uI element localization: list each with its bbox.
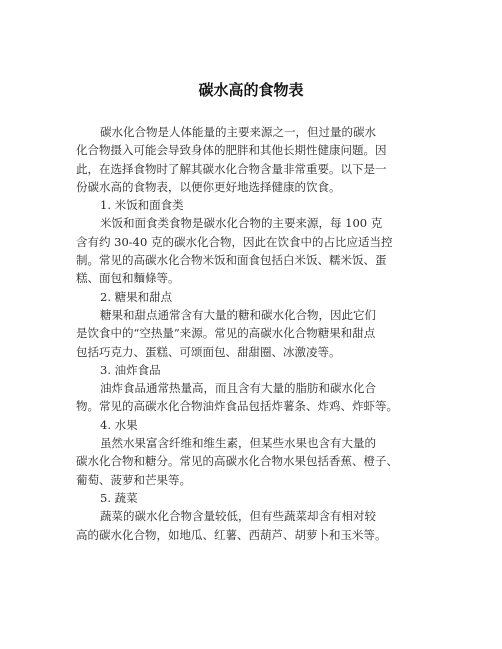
body-line: 碳水化合物和糖分。常见的高碳水化合物水果包括香蕉、橙子、 bbox=[76, 454, 398, 469]
body-line: 油炸食品通常热量高，而且含有大量的脂肪和碳水化合 bbox=[100, 381, 376, 396]
body-line: 糕、面包和麵條等。 bbox=[76, 271, 180, 286]
body-line: 化合物摄入可能会导致身体的肥胖和其他长期性健康问题。因 bbox=[76, 143, 387, 158]
body-line: 碳水化合物是人体能量的主要来源之一，但过量的碳水 bbox=[100, 125, 376, 139]
body-line: 虽然水果富含纤维和维生素，但某些水果也含有大量的 bbox=[100, 436, 376, 451]
body-line: 高的碳水化合物，如地瓜、红薯、西葫芦、胡萝卜和玉米等。 bbox=[76, 527, 387, 542]
body-line: 包括巧克力、蛋糕、可颂面包、甜甜圈、冰激凌等。 bbox=[76, 344, 341, 359]
body-line: 份碳水高的食物表，以便你更好地选择健康的饮食。 bbox=[76, 179, 341, 194]
body-line: 制。常见的高碳水化合物米饭和面食包括白米饭、糯米饭、蛋 bbox=[76, 253, 387, 268]
body-line: 糖果和甜点通常含有大量的糖和碳水化合物，因此它们 bbox=[100, 307, 376, 322]
document-body bbox=[76, 123, 436, 544]
body-line: 2. 糖果和甜点 bbox=[100, 289, 173, 304]
body-line: 米饭和面食类食物是碳水化合物的主要来源，每 100 克 bbox=[100, 216, 383, 231]
body-line: 1. 米饭和面食类 bbox=[100, 198, 184, 213]
body-line: 物。常见的高碳水化合物油炸食品包括炸薯条、炸鸡、炸虾等。 bbox=[76, 399, 398, 414]
body-line: 4. 水果 bbox=[100, 417, 138, 432]
body-line: 是饮食中的“空热量”来源。常见的高碳水化合物糖果和甜点 bbox=[76, 326, 376, 341]
body-line: 3. 油炸食品 bbox=[100, 362, 161, 377]
body-line: 5. 蔬菜 bbox=[100, 490, 138, 505]
document-title: 碳水高的食物表 bbox=[198, 81, 304, 99]
body-line: 葡萄、菠萝和芒果等。 bbox=[76, 472, 191, 487]
body-line: 此，在选择食物时了解其碳水化合物含量非常重要。以下是一 bbox=[76, 161, 387, 176]
body-line: 蔬菜的碳水化合物含量较低，但有些蔬菜却含有相对较 bbox=[100, 509, 376, 524]
body-line: 含有约 30-40 克的碳水化合物，因此在饮食中的占比应适当控 bbox=[76, 234, 393, 249]
